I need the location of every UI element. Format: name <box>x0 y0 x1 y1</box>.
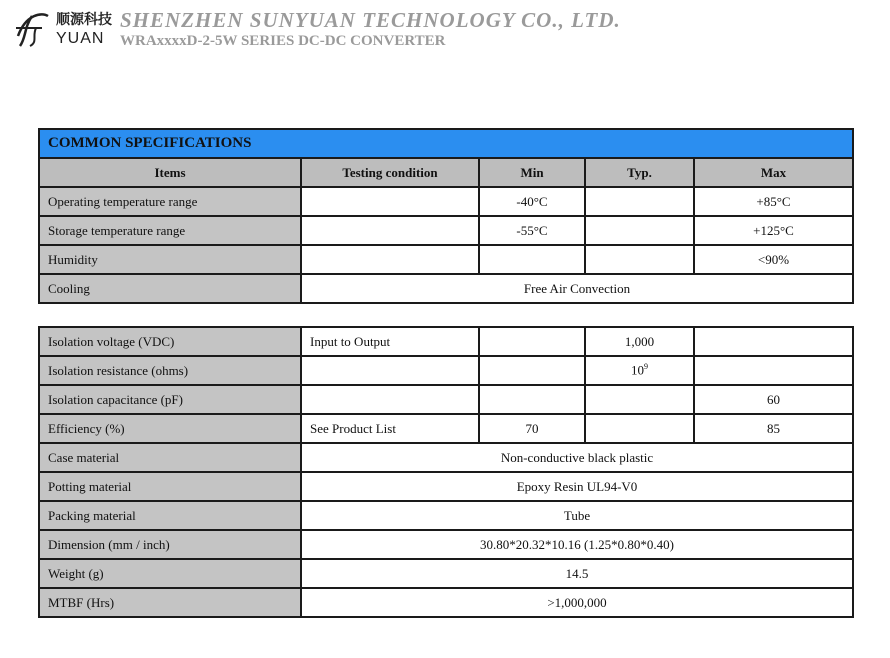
table-row <box>39 187 853 216</box>
typ-exponent: 9 <box>644 362 648 372</box>
table-row <box>39 501 853 530</box>
row-min: 70 <box>479 414 585 443</box>
row-item: Dimension (mm / inch) <box>39 530 301 559</box>
row-item: Cooling <box>39 274 301 303</box>
row-value: >1,000,000 <box>301 588 853 617</box>
row-value: Free Air Convection <box>301 274 853 303</box>
row-max: <90% <box>694 245 853 274</box>
row-typ <box>585 187 694 216</box>
header-testing-condition: Testing condition <box>301 158 479 187</box>
row-typ <box>585 385 694 414</box>
row-typ <box>585 245 694 274</box>
row-max: 85 <box>694 414 853 443</box>
row-condition <box>301 245 479 274</box>
table-row <box>39 414 853 443</box>
header-max: Max <box>694 158 853 187</box>
row-item: Potting material <box>39 472 301 501</box>
row-condition <box>301 216 479 245</box>
row-typ <box>585 216 694 245</box>
row-max: +85°C <box>694 187 853 216</box>
table-row <box>39 588 853 617</box>
row-item: Isolation resistance (ohms) <box>39 356 301 385</box>
header-items: Items <box>39 158 301 187</box>
logo-english-text: YUAN <box>56 30 105 47</box>
row-max: 60 <box>694 385 853 414</box>
common-specifications-table <box>38 128 854 304</box>
row-item: MTBF (Hrs) <box>39 588 301 617</box>
row-value: Tube <box>301 501 853 530</box>
row-max <box>694 356 853 385</box>
row-min <box>479 385 585 414</box>
row-item: Operating temperature range <box>39 187 301 216</box>
table-row <box>39 385 853 414</box>
page-header <box>12 6 872 56</box>
header-min: Min <box>479 158 585 187</box>
row-condition: See Product List <box>301 414 479 443</box>
series-title: WRAxxxxD-2-5W SERIES DC-DC CONVERTER <box>120 33 446 49</box>
company-logo <box>12 6 122 52</box>
company-name: SHENZHEN SUNYUAN TECHNOLOGY CO., LTD. <box>120 8 621 32</box>
row-value: 30.80*20.32*10.16 (1.25*0.80*0.40) <box>301 530 853 559</box>
table-row <box>39 472 853 501</box>
row-value: Epoxy Resin UL94-V0 <box>301 472 853 501</box>
row-item: Packing material <box>39 501 301 530</box>
typ-base: 10 <box>631 362 644 378</box>
logo-mark-icon <box>12 8 52 48</box>
table-row <box>39 327 853 356</box>
table-row <box>39 245 853 274</box>
row-item: Storage temperature range <box>39 216 301 245</box>
isolation-specifications-table <box>38 326 854 618</box>
row-typ: 1,000 <box>585 327 694 356</box>
table-row <box>39 216 853 245</box>
table-header-row <box>39 158 853 187</box>
row-min <box>479 356 585 385</box>
row-min <box>479 245 585 274</box>
table-row <box>39 356 853 385</box>
row-value: Non-conductive black plastic <box>301 443 853 472</box>
row-min <box>479 327 585 356</box>
row-min: -55°C <box>479 216 585 245</box>
header-typ: Typ. <box>585 158 694 187</box>
row-item: Weight (g) <box>39 559 301 588</box>
row-typ <box>585 414 694 443</box>
row-min: -40°C <box>479 187 585 216</box>
row-value: 14.5 <box>301 559 853 588</box>
table-title: COMMON SPECIFICATIONS <box>39 129 853 158</box>
table-row <box>39 559 853 588</box>
row-condition <box>301 356 479 385</box>
row-item: Humidity <box>39 245 301 274</box>
row-item: Efficiency (%) <box>39 414 301 443</box>
row-item: Isolation capacitance (pF) <box>39 385 301 414</box>
row-max <box>694 327 853 356</box>
table-row <box>39 443 853 472</box>
row-condition: Input to Output <box>301 327 479 356</box>
logo-chinese-text: 顺源科技 <box>56 12 112 28</box>
row-max: +125°C <box>694 216 853 245</box>
row-item: Isolation voltage (VDC) <box>39 327 301 356</box>
row-item: Case material <box>39 443 301 472</box>
row-condition <box>301 385 479 414</box>
row-typ <box>585 356 694 385</box>
table-row <box>39 274 853 303</box>
row-condition <box>301 187 479 216</box>
table-row <box>39 530 853 559</box>
